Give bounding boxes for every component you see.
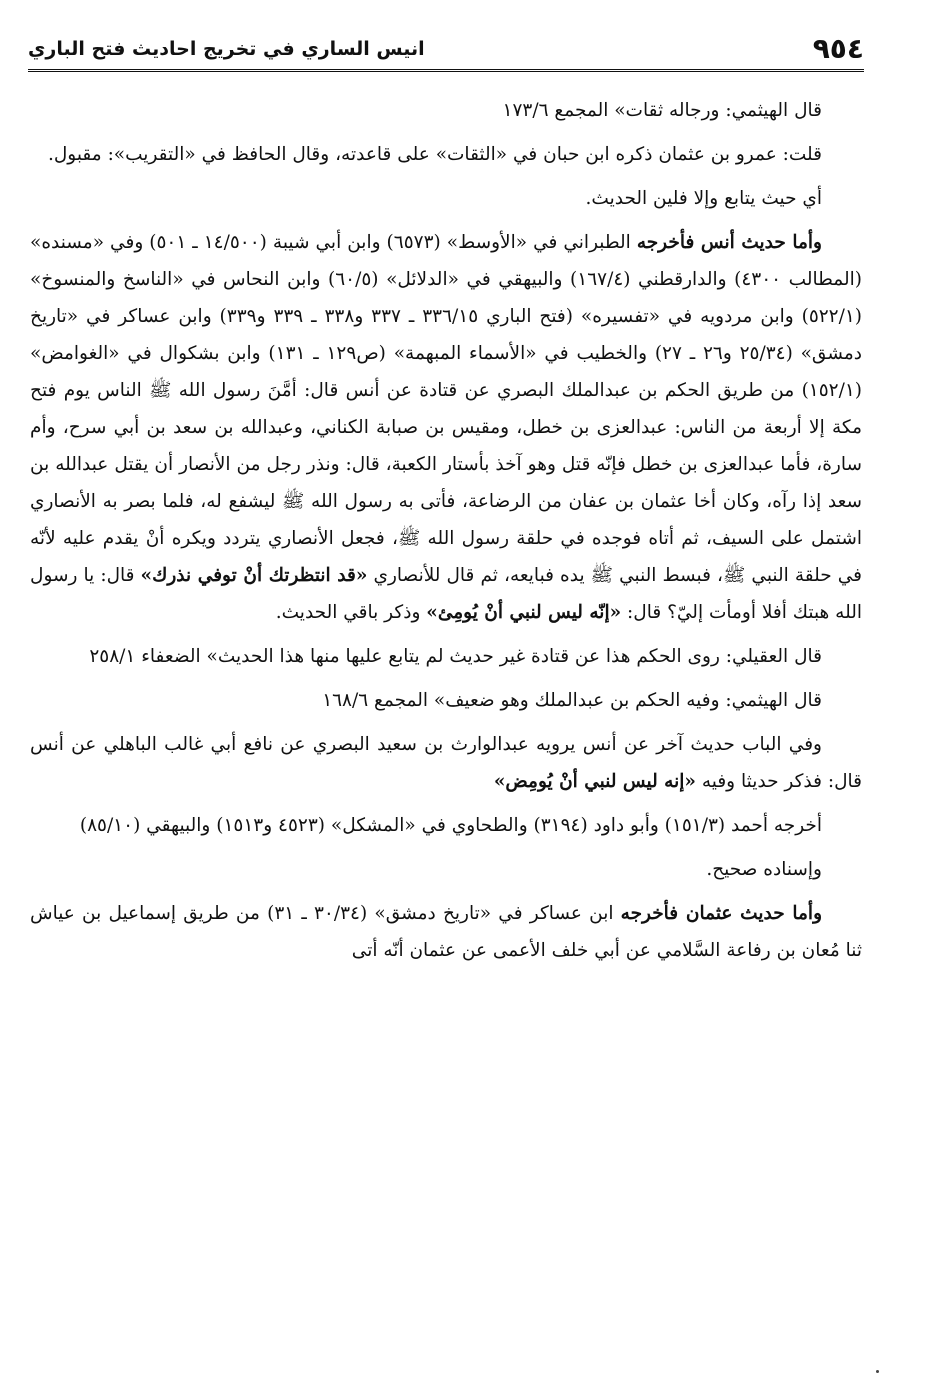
paragraph-text: قال العقيلي: روى الحكم هذا عن قتادة غير حديث لم يتابع عليها منها هذا الحديث» الضعفاء ٢٥٨/١ (89, 646, 822, 667)
paragraph-text: وإسناده صحيح. (706, 859, 822, 880)
paragraph-text: قال الهيثمي: وفيه الحكم بن عبدالملك وهو ضعيف» المجمع ١٦٨/٦ (322, 690, 822, 711)
paragraph-text: قلت: عمرو بن عثمان ذكره ابن حبان في «الثقات» على قاعدته، وقال الحافظ في «التقريب»: مقبول. (47, 144, 822, 165)
hadith-quote: «إنّه ليس لنبي أنْ يُومِئ» (426, 602, 622, 623)
header-rule (28, 69, 864, 72)
hadith-quote: «قد انتظرتك أنْ توفي نذرك» (140, 565, 368, 586)
page-header (28, 30, 864, 72)
paragraph-anas-hadith (30, 224, 862, 631)
page-number: ٩٥٤ (812, 32, 864, 65)
paragraph-another-hadith (30, 726, 862, 800)
paragraph-text: الطبراني في «الأوسط» (٦٥٧٣) وابن أبي شيبة (١٤/٥٠٠ ـ ٥٠١) وفي «مسنده» (المطالب ٤٣٠٠) والدارقطني (١٦٧/٤) والبيهقي في «الدلائل» (٦٠/٥) وابن النحاس في «الناسخ والمنسوخ» (٥٢٢/١) وابن مردويه في «تفسيره» (فتح الباري ٣٣٦/١٥ ـ ٣٣٧ و٣٣٨ ـ ٣٣٩ و٣٣٩) وابن عساكر في «تاريخ دمشق» (٢٥/٣٤ و٢٦ ـ ٢٧) والخطيب في «الأسماء المبهمة» (ص١٢٩ ـ ١٣١) وابن بشكوال في «الغوامض» (١٥٢/١) من طريق الحكم بن عبدالملك البصري عن قتادة عن أنس قال: أمَّنَ رسول الله ﷺ الناس يوم فتح مكة إلا أربعة من الناس: عبدالعزى بن خطل، ومقيس بن صبابة الكناني، وعبدالله بن سعد بن أبي سرح، وأم سارة، فأما عبدالعزى بن خطل فإنّه قتل وهو آخذ بأستار الكعبة، قال: ونذر رجل من الأنصار أن يقتل عبدالله بن سعد إذا رآه، وكان أخا عثمان بن عفان من الرضاعة، فأتى به رسول الله ﷺ ليشفع له، فلما بصر به الأنصاري اشتمل على السيف، ثم أتاه فوجده في حلقة رسول الله ﷺ، فجعل الأنصاري يتردد ويكره أنْ يقدم عليه لأنّه في حلقة النبي ﷺ، فبسط النبي ﷺ يده فبايعه، ثم قال للأنصاري (30, 232, 863, 586)
paragraph-text: ابن عساكر في «تاريخ دمشق» (٣٠/٣٤ ـ ٣١) من طريق إسماعيل بن عياش ثنا مُعان بن رفاعة السَّلامي عن أبي خلف الأعمى عن عثمان أنّه أتى (30, 903, 862, 961)
paragraph-text: أخرجه أحمد (١٥١/٣) وأبو داود (٣١٩٤) والطحاوي في «المشكل» (٤٥٢٣ و١٥١٣) والبيهقي (٨٥/١٠) (79, 815, 822, 836)
section-lead: وأما حديث أنس فأخرجه (636, 232, 822, 253)
paragraph-haythami-1 (30, 92, 862, 129)
paragraph-uqayli (30, 638, 862, 675)
paragraph-qultu (30, 136, 862, 173)
paragraph-text: أي حيث يتابع وإلا فلين الحديث. (585, 188, 822, 209)
paragraph-text: قال الهيثمي: ورجاله ثقات» المجمع ١٧٣/٦ (502, 100, 822, 121)
scan-dot (876, 1370, 879, 1373)
paragraph-takhrij (30, 807, 862, 844)
paragraph-text: وذكر باقي الحديث. (275, 602, 427, 623)
hadith-quote: «إنه ليس لنبي أنْ يُومِض» (493, 771, 696, 792)
paragraph-haythami-2 (30, 682, 862, 719)
paragraph-text: وفي الباب حديث آخر عن أنس يرويه عبدالوارث بن سعيد البصري عن نافع أبي غالب الباهلي عن أنس قال: فذكر حديثا وفيه (30, 734, 862, 792)
paragraph-uthman-hadith (30, 895, 862, 969)
running-title: انيس الساري في تخريج احاديث فتح الباري (28, 38, 425, 60)
paragraph-text: قال: يا رسول الله هبتك أفلا أومأت إليّ؟ قال: (30, 565, 862, 623)
paragraph-note (30, 180, 862, 217)
section-lead: وأما حديث عثمان فأخرجه (620, 903, 823, 924)
page-body (30, 92, 862, 976)
paragraph-isnad (30, 851, 862, 888)
